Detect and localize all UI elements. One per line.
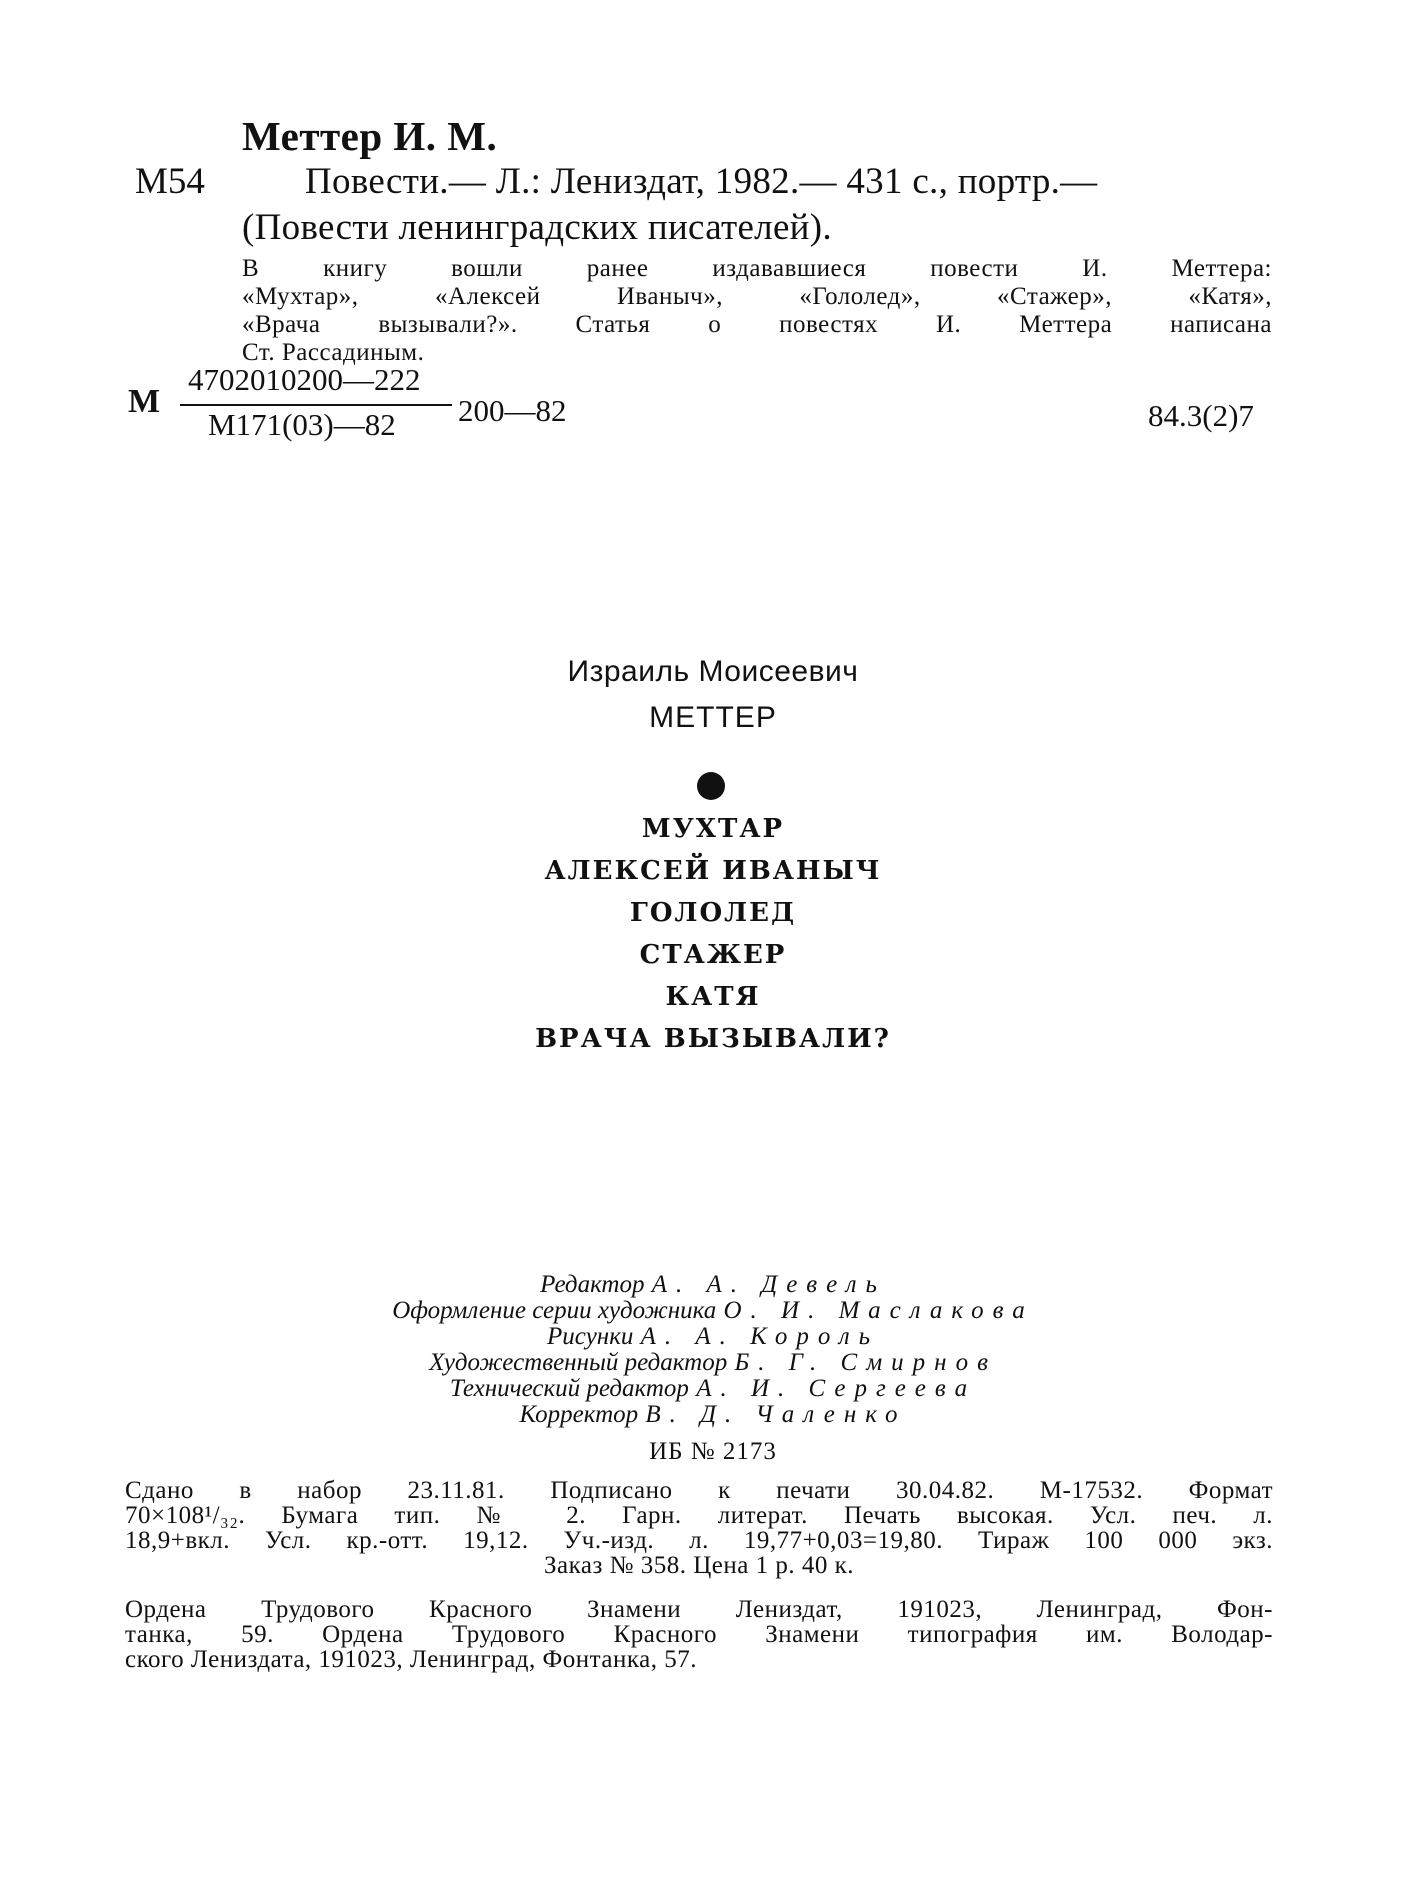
credit-name: А. А. Девель (651, 1271, 886, 1298)
work-title: МУХТАР (641, 814, 785, 844)
author-surname: МЕТТЕР (649, 701, 777, 734)
credit-line (0, 1350, 1426, 1376)
work-title: ГОЛОЛЕД (629, 898, 797, 928)
imprint-line: Сдано в набор 23.11.81. Подписано к печати 30.04.82. М-17532. Формат (125, 1477, 1273, 1504)
annotation-line: В книгу вошли ранее издававшиеся повести И. Меттера: (242, 255, 1272, 282)
printer-line: Ордена Трудового Красного Знамени Лениздат, 191023, Ленинград, Фон- (125, 1596, 1273, 1623)
work-title: СТАЖЕР (639, 940, 787, 970)
annotation-line: Ст. Рассадиным. (242, 339, 425, 366)
printer-line: ского Лениздата, 191023, Ленинград, Фонтанка, 57. (125, 1646, 697, 1673)
author-full-name: Израиль Моисеевич (567, 655, 859, 688)
catalog-index: М54 (135, 161, 205, 202)
work-title: КАТЯ (665, 982, 761, 1012)
imprint-line: Заказ № 358. Цена 1 р. 40 к. (544, 1552, 854, 1579)
annotation (242, 255, 1272, 367)
credit-name: О. И. Маслакова (723, 1297, 1034, 1324)
credit-line (0, 1376, 1426, 1402)
credit-role: Технический редактор (449, 1375, 689, 1402)
credit-role: Художественный редактор (429, 1349, 728, 1376)
credit-name: Б. Г. Смирнов (734, 1349, 997, 1376)
imprint-block (125, 1478, 1273, 1578)
printer-block (125, 1597, 1273, 1672)
credit-line (0, 1272, 1426, 1298)
annotation-line: «Врача вызывали?». Статья о повестях И. Меттера написана (242, 311, 1272, 338)
credit-role: Оформление серии художника (392, 1297, 717, 1324)
credit-line (0, 1402, 1426, 1428)
imprint-line: 70×108¹/₃₂. Бумага тип. № 2. Гарн. литерат. Печать высокая. Усл. печ. л. (125, 1502, 1273, 1529)
work-title: АЛЕКСЕЙ ИВАНЫЧ (544, 856, 882, 886)
bbk-code: 84.3(2)7 (1148, 398, 1254, 433)
credit-name: А. И. Сергеева (696, 1375, 977, 1402)
fraction-bar (180, 404, 452, 406)
code-denominator: М171(03)—82 (208, 407, 396, 442)
credit-role: Редактор (540, 1271, 645, 1298)
credit-role: Корректор (519, 1401, 639, 1428)
credit-line (0, 1298, 1426, 1324)
works-list (0, 808, 1426, 1060)
credit-line (0, 1324, 1426, 1350)
work-title: ВРАЧА ВЫЗЫВАЛИ? (535, 1024, 891, 1054)
annotation-line: «Мухтар», «Алексей Иваныч», «Гололед», «Стажер», «Катя», (242, 283, 1272, 310)
credit-name: В. Д. Чаленко (645, 1401, 907, 1428)
code-numerator: 4702010200—222 (188, 362, 421, 397)
series-line: (Повести ленинградских писателей). (242, 207, 832, 248)
credits-list (0, 1272, 1426, 1428)
credit-role: Рисунки (547, 1323, 634, 1350)
title-line: Повести.— Л.: Лениздат, 1982.— 431 с., портр.— (305, 161, 1098, 202)
ib-number: ИБ № 2173 (649, 1438, 777, 1465)
classification-letter: М (128, 383, 161, 420)
bullet-ornament (697, 772, 725, 800)
code-tail: 200—82 (458, 393, 567, 428)
credit-name: А. А. Король (640, 1323, 879, 1350)
imprint-line: 18,9+вкл. Усл. кр.-отт. 19,12. Уч.-изд. л. 19,77+0,03=19,80. Тираж 100 000 экз. (125, 1527, 1273, 1554)
printer-line: танка, 59. Ордена Трудового Красного Знамени типография им. Володар- (125, 1621, 1273, 1648)
author-heading: Меттер И. М. (242, 113, 498, 159)
